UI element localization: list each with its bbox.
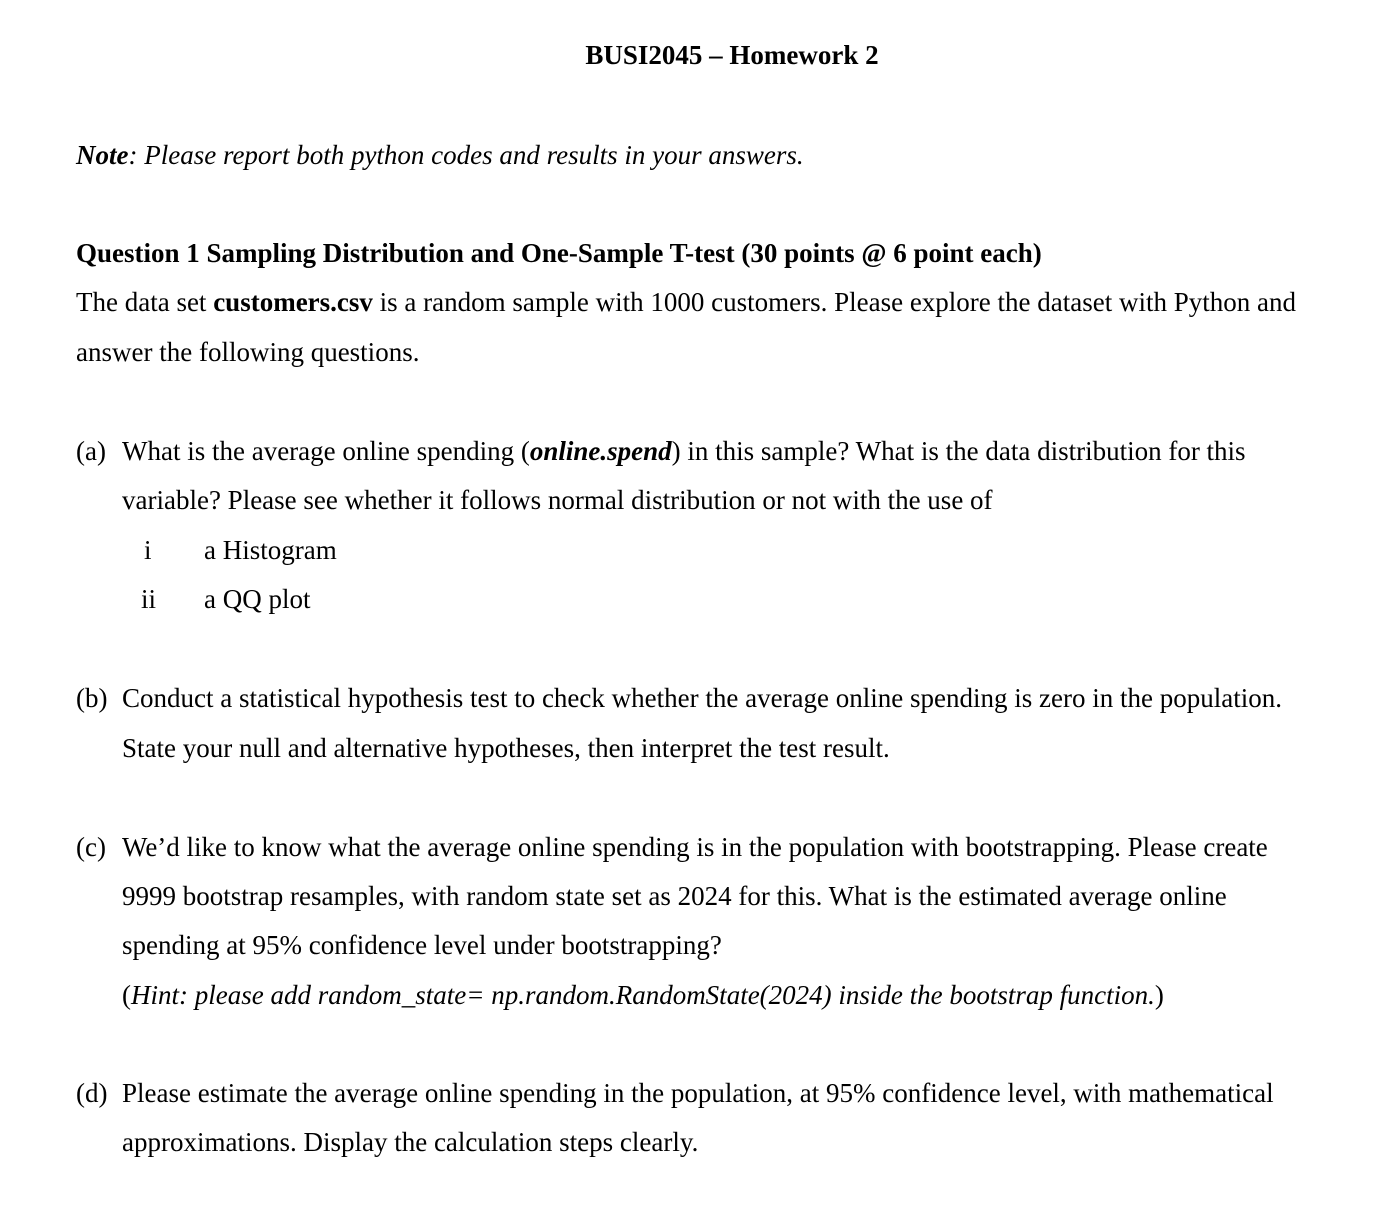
part-c-line-3: spending at 95% confidence level under bootstrapping? [122,930,722,960]
question-1-heading: Question 1 Sampling Distribution and One-Sample T-test (30 points @ 6 point each) [76,238,1042,268]
document-title: BUSI2045 – Homework 2 [585,40,879,70]
part-c-label: (c) [76,832,106,862]
part-c-line-1: We’d like to know what the average online spending is in the population with bootstrapping. Please create [122,832,1268,862]
variable-name: online.spend [529,436,672,466]
part-d-line-1: Please estimate the average online spending in the population, at 95% confidence level, with mathematical [122,1078,1274,1108]
part-b-line-1: Conduct a statistical hypothesis test to check whether the average online spending is zero in the population. [122,683,1282,713]
question-1-intro-line-2: answer the following questions. [76,337,420,367]
part-c-hint: (Hint: please add random_state= np.random.RandomState(2024) inside the bootstrap function.) [122,980,1164,1010]
part-a-line-1: What is the average online spending (online.spend) in this sample? What is the data distribution for this [122,436,1246,466]
sub-item-ii-numeral: ii [141,584,157,614]
sub-item-i-text: a Histogram [204,535,337,565]
hint-text: Hint: please add random_state= np.random.RandomState(2024) inside the bootstrap function. [131,980,1155,1010]
dataset-filename: customers.csv [213,287,373,317]
question-1-intro-line-1: The data set customers.csv is a random sample with 1000 customers. Please explore the dataset with Python and [76,287,1296,317]
part-d-line-2: approximations. Display the calculation steps clearly. [122,1127,699,1157]
part-b-label: (b) [76,683,108,713]
note-paragraph [76,138,804,172]
note-label: Note [76,140,129,170]
sub-item-i-numeral: i [144,535,152,565]
sub-item-ii-text: a QQ plot [204,584,311,614]
note-text: : Please report both python codes and results in your answers. [128,140,804,170]
part-d-label: (d) [76,1078,108,1108]
part-a-label: (a) [76,436,106,466]
part-b-line-2: State your null and alternative hypotheses, then interpret the test result. [122,733,890,763]
part-a-line-2: variable? Please see whether it follows normal distribution or not with the use of [122,485,993,515]
part-c-line-2: 9999 bootstrap resamples, with random state set as 2024 for this. What is the estimated average online [122,881,1227,911]
